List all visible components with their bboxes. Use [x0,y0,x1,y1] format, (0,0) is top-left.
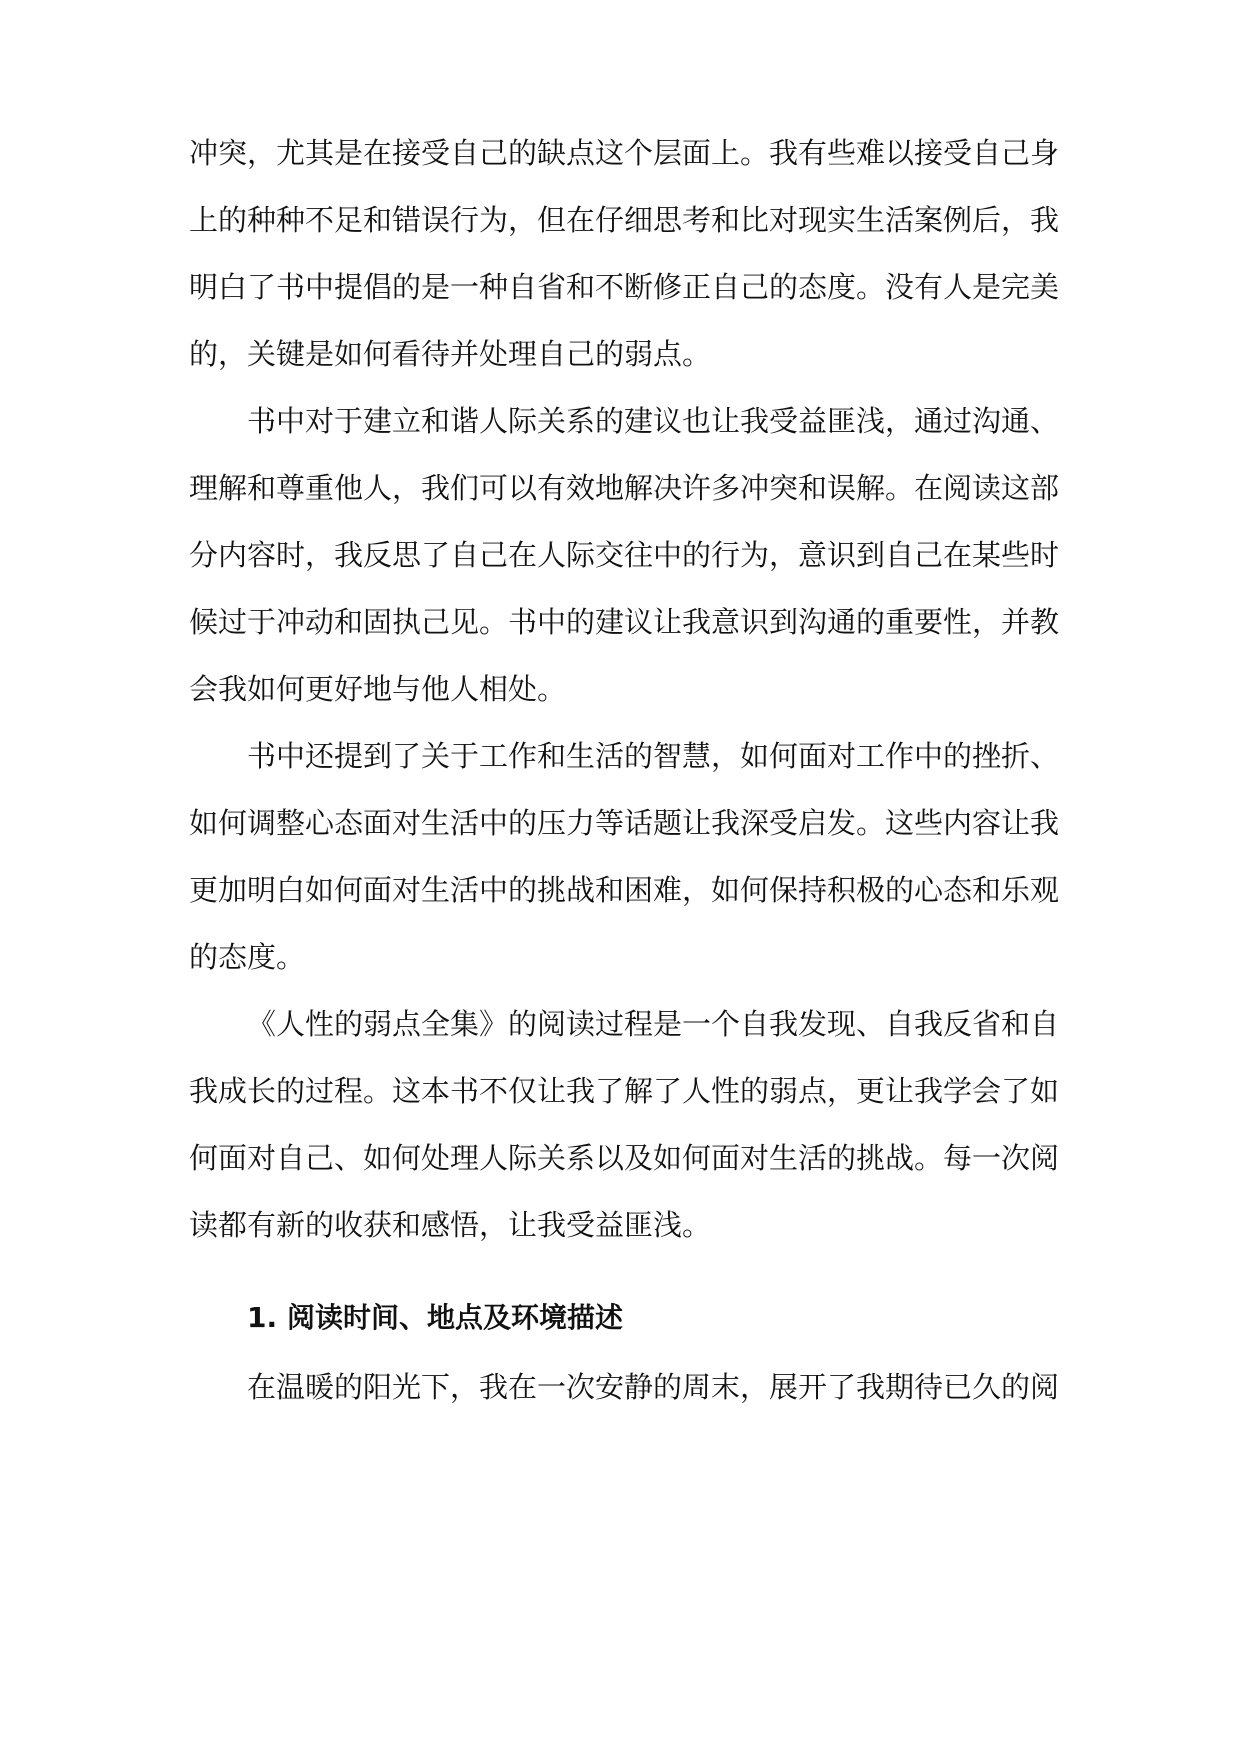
paragraph-2-line-3: 分内容时，我反思了自己在人际交往中的行为，意识到自己在某些时 [189,538,1060,572]
section-number: 1. [247,1301,278,1334]
paragraph-4-line-2: 我成长的过程。这本书不仅让我了解了人性的弱点，更让我学会了如 [189,1074,1060,1108]
paragraph-5-line-1: 在温暖的阳光下，我在一次安静的周末，展开了我期待已久的阅 [247,1370,1060,1404]
paragraph-3-line-2: 如何调整心态面对生活中的压力等话题让我深受启发。这些内容让我 [189,806,1060,840]
paragraph-3-line-4: 的态度。 [189,940,306,974]
section-title: 阅读时间、地点及环境描述 [287,1301,624,1334]
paragraph-3-line-1: 书中还提到了关于工作和生活的智慧，如何面对工作中的挫折、 [247,739,1060,773]
paragraph-1-line-1: 冲突，尤其是在接受自己的缺点这个层面上。我有些难以接受自己身 [189,136,1060,170]
section-heading [247,1298,623,1338]
paragraph-2-line-2: 理解和尊重他人，我们可以有效地解决许多冲突和误解。在阅读这部 [189,471,1060,505]
paragraph-2-line-1: 书中对于建立和谐人际关系的建议也让我受益匪浅，通过沟通、 [247,404,1060,438]
paragraph-1-line-2: 上的种种不足和错误行为，但在仔细思考和比对现实生活案例后，我 [189,203,1060,237]
paragraph-2-line-5: 会我如何更好地与他人相处。 [189,672,567,706]
paragraph-4-line-4: 读都有新的收获和感悟，让我受益匪浅。 [189,1208,712,1242]
paragraph-1-line-3: 明白了书中提倡的是一种自省和不断修正自己的态度。没有人是完美 [189,270,1060,304]
paragraph-2-line-4: 候过于冲动和固执己见。书中的建议让我意识到沟通的重要性，并教 [189,605,1060,639]
paragraph-3-line-3: 更加明白如何面对生活中的挑战和困难，如何保持积极的心态和乐观 [189,873,1060,907]
paragraph-4-line-1: 《人性的弱点全集》的阅读过程是一个自我发现、自我反省和自 [247,1007,1060,1041]
paragraph-4-line-3: 何面对自己、如何处理人际关系以及如何面对生活的挑战。每一次阅 [189,1141,1060,1175]
paragraph-1-line-4: 的，关键是如何看待并处理自己的弱点。 [189,337,712,371]
